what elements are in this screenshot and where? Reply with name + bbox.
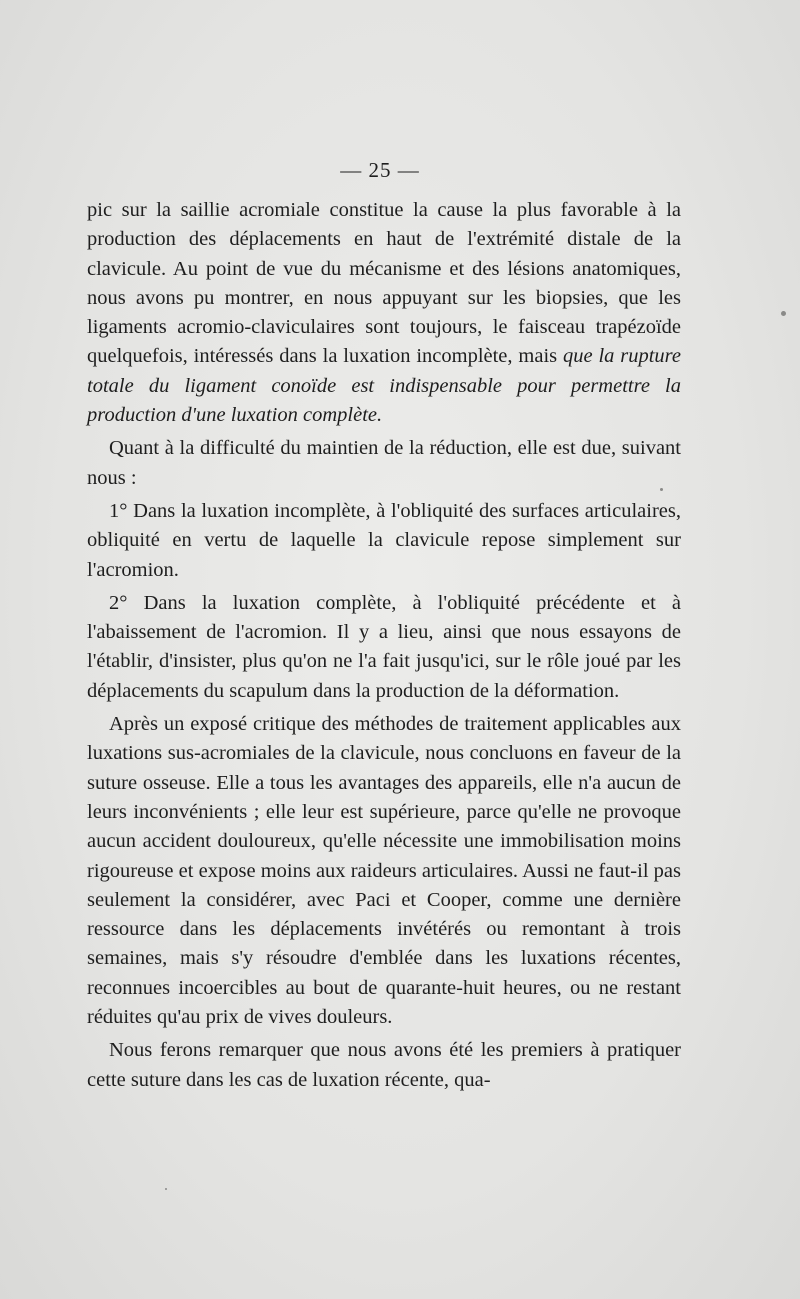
paragraph-3: 1° Dans la luxation incomplète, à l'obliquité des surfaces articulaires, obliquité en vertu de laquelle la clavicule repose simplement sur l'acromion.	[87, 499, 681, 581]
paragraph-4: 2° Dans la luxation complète, à l'obliquité précédente et à l'abaissement de l'acromion. Il y a lieu, ainsi que nous essayons de l'établir, d'insister, plus qu'on ne l'a fait jusqu'ici, sur le rôle joué par les déplacements du scapulum dans la production de la déformation.	[87, 591, 681, 702]
paragraph-1-text: pic sur la saillie acromiale constitue la cause la plus favorable à la production des déplacements en haut de l'extrémité distale de la clavicule. Au point de vue du mécanisme et des lésions anatomiques, nous avons pu montrer, en nous appuyant sur les biopsies, que les ligaments acromio-claviculaires sont toujours, le faisceau trapézoïde quelquefois, intéressés dans la luxation incomplète, mais	[87, 199, 681, 368]
paragraph-1-italic-text: que la rupture totale du ligament conoïde est indispensable pour permettre la production d'une luxation complète.	[87, 345, 681, 427]
paragraph-1	[87, 196, 681, 430]
paper-speck	[165, 1188, 167, 1190]
paper-speck	[781, 311, 786, 316]
paragraph-6: Nous ferons remarquer que nous avons été les premiers à pratiquer cette suture dans les cas de luxation récente, qua-	[87, 1039, 681, 1091]
paragraph-5: Après un exposé critique des méthodes de traitement applicables aux luxations sus-acromiales de la clavicule, nous concluons en faveur de la suture osseuse. Elle a tous les avantages des appareils, elle n'a aucun de leurs inconvénients ; elle leur est supérieure, parce qu'elle ne provoque aucun accident douloureux, qu'elle nécessite une immobilisation moins rigoureuse et expose moins aux raideurs articulaires. Aussi ne faut-il pas seulement la considérer, avec Paci et Cooper, comme une dernière ressource dans les déplacements invétérés ou remontant à trois semaines, mais s'y résoudre d'emblée dans les luxations récentes, reconnues incoercibles au bout de quarante-huit heures, ou ne restant réduites qu'au prix de vives douleurs.	[87, 713, 681, 1029]
body-text	[87, 196, 681, 1099]
page-number: — 25 —	[340, 158, 420, 182]
paragraph-2: Quant à la difficulté du maintien de la réduction, elle est due, suivant nous :	[87, 437, 681, 489]
paper-speck	[660, 488, 663, 491]
